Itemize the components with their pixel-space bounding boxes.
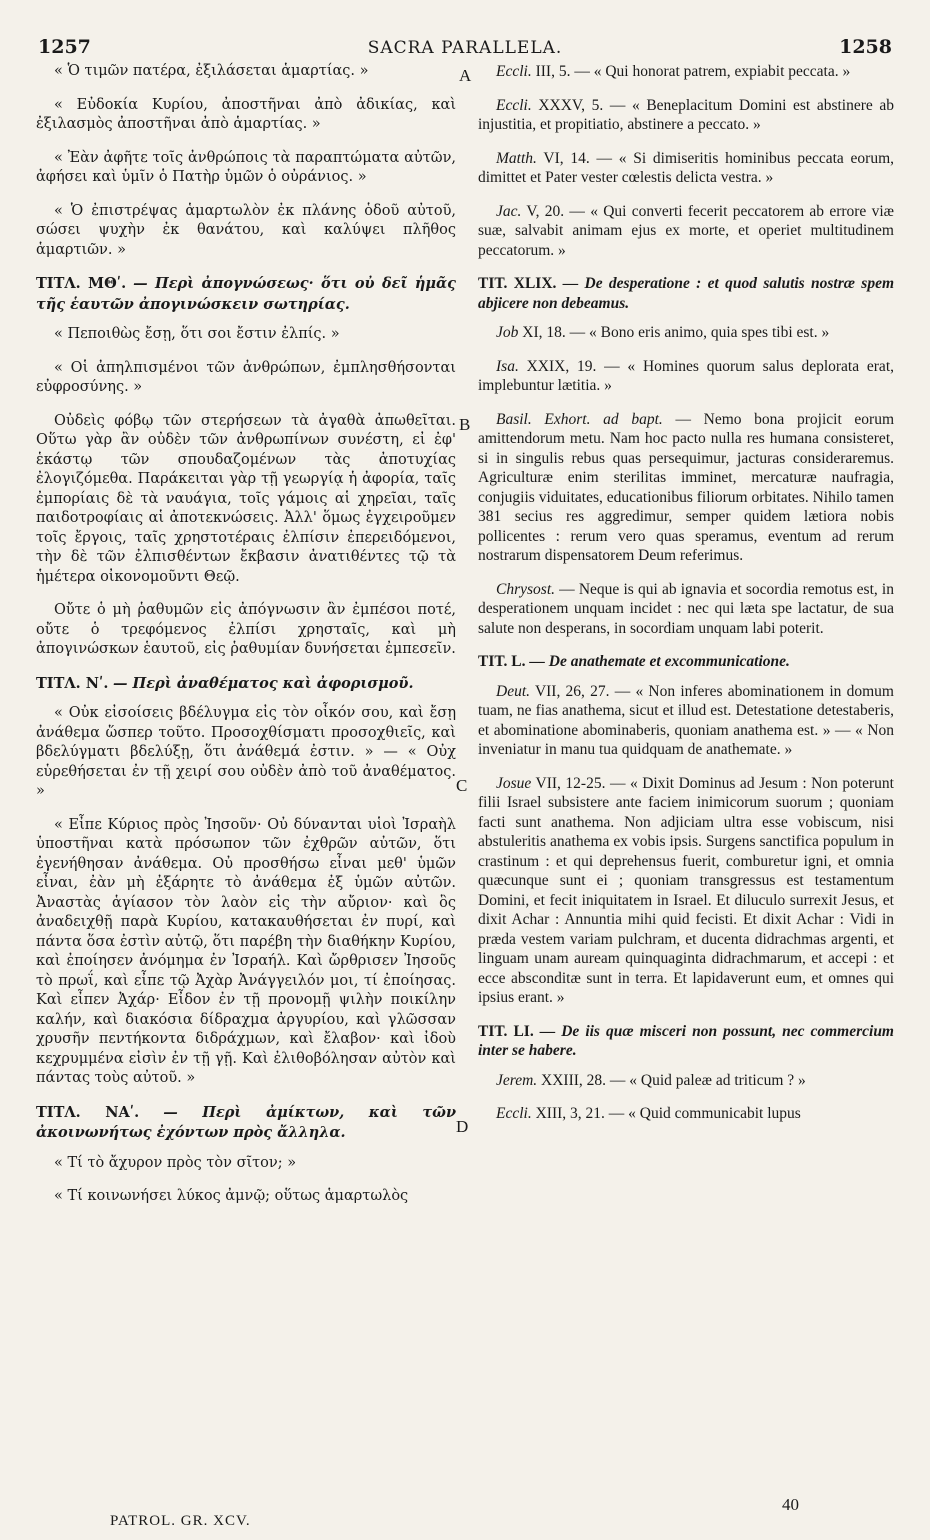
citation-text: V, 20. — « Qui converti fecerit peccatorem ab errore viæ suæ, salvabit animam ejus ex morte, et operiet multitudinem peccatorum. » [478, 202, 894, 259]
citation-text: « Ὁ ἐπιστρέψας ἁμαρτωλὸν ἐκ πλάνης ὁδοῦ αὐτοῦ, σώσει ψυχὴν ἐκ θανάτου, καὶ καλύψει πλῆθος ἁμαρτιῶν. » [36, 202, 456, 258]
citation-entry [36, 359, 456, 398]
citation-entry [36, 1187, 456, 1207]
running-title: SACRA PARALLELA. [367, 38, 563, 58]
title-number: ΤΙΤΛ. ΜΘʹ. [36, 275, 127, 292]
citation-entry [478, 149, 894, 188]
citation-entry [478, 96, 894, 135]
title-number: TIT. LI. [478, 1022, 534, 1040]
citation-text: XXIX, 19. — « Homines quorum salus deplorata erat, implebuntur lætitia. » [478, 357, 894, 394]
citation-reference: Eccli. [496, 96, 532, 114]
citation-text: Οὔτε ὁ μὴ ῥαθυμῶν εἰς ἀπόγνωσιν ἂν ἐμπέσοι ποτέ, οὔτε ὁ τρεφόμενος ἐλπίσι χρησταῖς, καὶ μὴ ἀπογινώσκων ἑαυτοῦ, εἰς ῥαθυμίαν δυνήσεται ἐμπεσεῖν. [36, 602, 456, 657]
section-title [478, 274, 894, 313]
title-number: ΤΙΤΛ. Νʹ. [36, 674, 109, 692]
citation-entry [36, 202, 456, 261]
citation-entry [478, 323, 894, 343]
citation-text: III, 5. — « Qui honorat patrem, expiabit peccata. » [535, 63, 851, 80]
title-number: TIT. XLIX. [478, 275, 557, 292]
citation-text: « Εὐδοκία Κυρίου, ἀποστῆναι ἀπὸ ἀδικίας, καὶ ἐξιλασμὸς ἀποστῆναι ἀπὸ ἁμαρτίας. » [36, 96, 456, 132]
section-title [478, 1022, 894, 1061]
citation-text: XI, 18. — « Bono eris animo, quia spes tibi est. » [522, 324, 830, 341]
citation-entry [36, 1154, 456, 1174]
citation-entry [478, 410, 894, 566]
citation-text: XIII, 3, 21. — « Quid communicabit lupus [535, 1105, 801, 1122]
citation-text: « Ἐὰν ἀφῆτε τοῖς ἀνθρώποις τὰ παραπτώματα αὐτῶν, ἀφήσει καὶ ὑμῖν ὁ Πατὴρ ὑμῶν ὁ οὐράνιος. » [36, 149, 456, 185]
citation-entry [36, 149, 456, 188]
citation-text: — Nemo bona projicit eorum amittendorum metu. Nam hoc pacto nulla res humana consisteret, si in singulis rebus quas persequimur, jacturas consideraremus. Agriculturæ enim sterilitas imminet, mercaturæ naufragia, conjugiis viduitates, educationibus filiorum orbitates. Nihilo tamen 381 secius res aggredimur, semper quidem lætiora nobis pollicentes : rerum vero quas speramus, eventum ad rerum nostrarum dispensatorem Deum referimus. [478, 410, 894, 564]
title-subject: — De iis quæ misceri non possunt, nec commercium inter se habere. [478, 1022, 894, 1059]
citation-text: « Οὐκ εἰσοίσεις βδέλυγμα εἰς τὸν οἶκόν σου, καὶ ἔσῃ ἀνάθεμα ὥσπερ τοῦτο. Προσοχθίσματι προσοχθιεῖς, καὶ βδελύγματι βδελύξῃ, ὅτι ἀνάθεμά ἐστιν. » — « Οὐχ εὑρεθήσεται ἐν τῇ χειρί σου οὐδὲν ἀπὸ τοῦ ἀναθέματος. » [36, 705, 456, 799]
citation-reference: Isa. [496, 357, 519, 375]
title-subject: — Περὶ ἀπογνώσεως· ὅτι οὐ δεῖ ἡμᾶς τῆς ἑαυτῶν ἀπογινώσκειν σωτηρίας. [36, 275, 456, 313]
title-number: ΤΙΤΛ. ΝΑʹ. [36, 1103, 140, 1121]
title-subject: — Περὶ ἀναθέματος καὶ ἀφορισμοῦ. [113, 674, 414, 692]
citation-entry [478, 202, 894, 261]
page-number-right: 1258 [839, 36, 892, 58]
citation-entry [36, 601, 456, 660]
section-title [478, 652, 894, 672]
citation-entry [36, 96, 456, 135]
citation-reference: Basil. Exhort. ad bapt. [496, 410, 663, 428]
citation-text: « Εἶπε Κύριος πρὸς Ἰησοῦν· Οὐ δύνανται υἱοὶ Ἰσραὴλ ὑποστῆναι κατὰ πρόσωπον τῶν ἐχθρῶν αὐτῶν, ὅτι ἐγενήθησαν ἀνάθεμα. Οὐ προσθήσω εἶναι μεθ' ὑμῶν εἶναι, ἐὰν μὴ ἐξάρητε τὸ ἀνάθεμα ἐξ ὑμῶν αὐτῶν. Ἀναστὰς ἁγίασον τὸν λαὸν εἰς τὴν αὔριον· καὶ ὃς ἀναδειχθῇ παρὰ Κυρίου, κατακαυθήσεται ἐν πυρί, καὶ πάντα ὅσα ἐστὶν αὐτῷ, ὅτι παρέβη τὴν διαθήκην Κυρίου, καὶ ἐποίησεν ἀνόμημα ἐν Ἰσραήλ. Καὶ ὤρθρισεν Ἰησοῦς τὸ πρωΐ, καὶ εἶπε τῷ Ἀχὰρ Ἀνάγγειλόν μοι, τί ἐποίησας. Καὶ εἶπεν Ἀχάρ· Εἶδον ἐν τῇ προνομῇ ψιλὴν ποικίλην καλήν, καὶ διακόσια δίδραχμα ἀργυρίου, καὶ γλῶσσαν χρυσῆν πεντήκοντα διδράχμων, καὶ ἔλαβον· καὶ ἰδοὺ κεχρυμμένα εἰσὶν ἐν τῇ γῇ. Καὶ ἐλιθοβόλησαν αὐτὸν καὶ πάντας τοὺς αὐτοῦ. » [36, 816, 456, 1086]
citation-reference: Eccli. [496, 1105, 532, 1122]
citation-entry [478, 357, 894, 396]
citation-entry [36, 325, 456, 345]
latin-column [478, 62, 894, 1138]
section-title [36, 674, 456, 695]
page-header [0, 30, 930, 60]
citation-reference: Deut. [496, 682, 531, 700]
section-title [36, 1103, 456, 1144]
title-number: TIT. L. [478, 653, 526, 670]
citation-entry [478, 62, 894, 82]
citation-entry [478, 1104, 894, 1124]
citation-reference: Jerem. [496, 1071, 538, 1089]
citation-text: — Neque is qui ab ignavia et socordia remotus est, in desperationem unquam incidet : nec qui læta spe lactatur, de sua salute non desperans, in socordiam unquam labi poterit. [478, 580, 894, 637]
title-subject: — Περὶ ἀμίκτων, καὶ τῶν ἀκοινωνήτως ἐχόντων πρὸς ἄλληλα. [36, 1103, 456, 1141]
citation-text: « Οἱ ἀπηλπισμένοι τῶν ἀνθρώπων, ἐμπλησθήσονται εὐφροσύνης. » [36, 359, 456, 395]
citation-reference: Chrysost. [496, 580, 555, 598]
printer-signature: PATROL. GR. XCV. [110, 1513, 251, 1529]
citation-reference: Eccli. [496, 63, 532, 80]
citation-text: « Πεποιθὼς ἔσῃ, ὅτι σοι ἔστιν ἐλπίς. » [54, 326, 340, 342]
citation-text: XXXV, 5. — « Beneplacitum Domini est abstinere ab injustitia, et propitiatio, abstinere a peccato. » [478, 96, 894, 133]
citation-text: XXIII, 28. — « Quid paleæ ad triticum ? » [541, 1071, 806, 1089]
citation-text: VII, 12-25. — « Dixit Dominus ad Jesum : Non poterunt filii Israel subsistere ante faciem inimicorum suorum ; quoniam facti sunt anathema. Non adjiciam ultra esse vobiscum, nisi abstuleritis anathema ex vobis ipsis. Surgens sanctifica populum in crastinum : et qui deprehensus fuerit, comburetur igni, et omnia quæcunque sunt ei ; quoniam transgressus est testamentum Domini, et fecit iniquitatem in Israel. Et diluculo surrexit Jesus, et dixit Achar : Annuntia mihi quid fecisti. Et dixit Achar : Vidi in præda vestem variam pulchram, et ducenta didrachmas argenti, et linguam unam auream quinquaginta didrachmarum, et accepi : et ecce absconditæ sunt in terra. Et lapidaverunt eum, et omnes qui ipsius erant. » [478, 774, 894, 1006]
section-marker-d: D [456, 1117, 469, 1136]
citation-text: VI, 14. — « Si dimiseritis hominibus peccata eorum, dimittet et Pater vester cœlestis delicta vestra. » [478, 149, 894, 186]
citation-text: Οὐδεὶς φόβῳ τῶν στερήσεων τὰ ἀγαθὰ ἀπωθεῖται. Οὕτω γὰρ ἂν οὐδὲν τῶν ἀνθρωπίνων συνέστη, εἰ ἐφ' ἑκάστῳ τῶν σπουδαζομένων τὰς ἀποτυχίας ἐλογιζόμεθα. Παράκειται γὰρ τῇ γεωργίᾳ ἡ ἀφορία, ταῖς ἐμπορίαις δὲ τὰ ναυάγια, τοῖς γάμοις αἱ χηρεῖαι, ταῖς παιδοτροφίαις αἱ ἀποτεκνώσεις. Ἀλλ' ὅμως ἐγχειροῦμεν τοῖς ἔργοις, ταῖς χρηστοτέραις ἐλπίσιν ἐπερειδόμενοι, τὴν δὲ τῶν ἐλπισθέντων ἔκβασιν ἀνατιθέντες τῷ τὰ ἡμέτερα οἰκονομοῦντι Θεῷ. [36, 412, 456, 585]
citation-entry [478, 580, 894, 639]
citation-entry [36, 62, 456, 82]
page-number-left: 1257 [38, 36, 91, 58]
citation-entry [36, 704, 456, 802]
citation-text: VII, 26, 27. — « Non inferes abominationem in domum tuam, ne fias anathema, sicut et illud est. Detestatione detestaberis, et abominatione abominaberis, quoniam anathema est. » — « Non inveniatur in manu tua quidquam de anathemate. » [478, 682, 894, 758]
citation-reference: Job [496, 324, 519, 341]
sheet-number: 40 [782, 1495, 799, 1514]
citation-text: « Τί τὸ ἄχυρον πρὸς τὸν σῖτον; » [54, 1154, 297, 1171]
title-subject: — De anathemate et excommunicatione. [529, 653, 790, 670]
citation-entry [36, 816, 456, 1089]
citation-entry [478, 774, 894, 1008]
citation-text: « Ὁ τιμῶν πατέρα, ἐξιλάσεται ἁμαρτίας. » [54, 63, 369, 79]
citation-reference: Jac. [496, 202, 522, 220]
citation-text: « Τί κοινωνήσει λύκος ἀμνῷ; οὕτως ἁμαρτωλὸς [54, 1188, 409, 1204]
citation-entry [36, 412, 456, 588]
citation-entry [478, 682, 894, 760]
section-marker-c: C [456, 776, 468, 795]
citation-entry [478, 1071, 894, 1091]
section-marker-b: B [459, 415, 471, 434]
citation-reference: Matth. [496, 149, 537, 167]
section-marker-a: A [459, 66, 472, 85]
title-subject: — De desperatione : et quod salutis nostræ spem abjicere non debeamus. [478, 275, 894, 312]
greek-column [36, 62, 456, 1221]
section-title [36, 274, 456, 315]
citation-reference: Josue [496, 774, 532, 792]
